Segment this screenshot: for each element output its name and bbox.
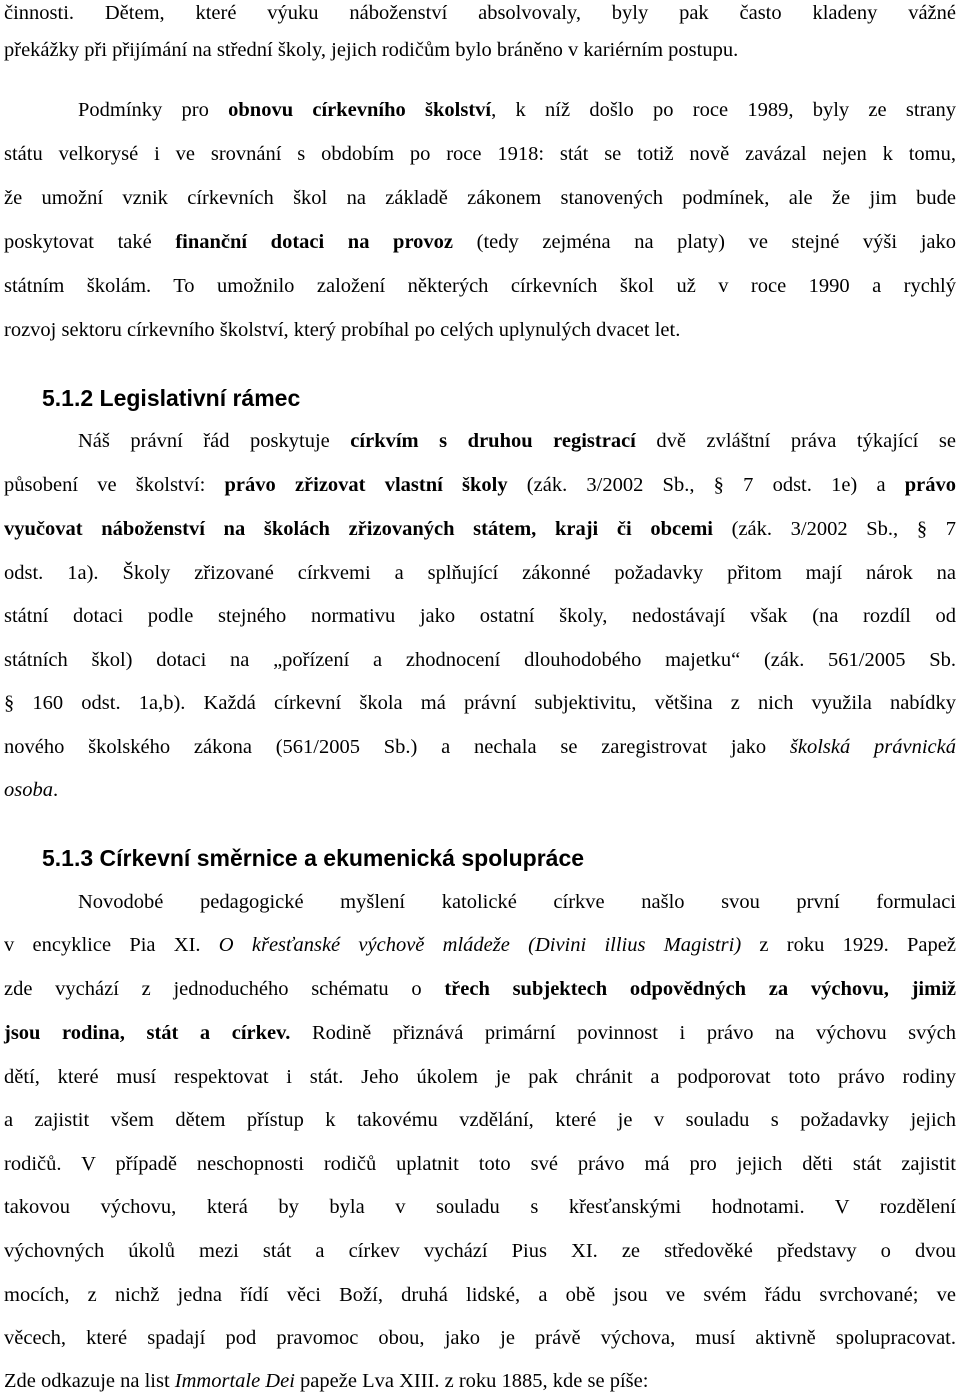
paragraph-line xyxy=(4,1064,956,1090)
text-run: překážky při přijímání na střední školy, jejich rodičům bylo bráněno v kariérním postupu. xyxy=(4,39,739,61)
text-run: Náš právní řád poskytuje xyxy=(78,430,351,452)
text-run: a zajistit všem dětem přístup k takovému vzdělání, které je v souladu s požadavky jejich xyxy=(4,1109,956,1131)
text-run: činnosti. Dětem, které výuku náboženství absolvovaly, byly pak často kladeny vážné xyxy=(4,2,956,24)
text-run: § 160 odst. 1a,b). Každá církevní škola má právní subjektivitu, většina z nich využila nabídky xyxy=(4,692,956,714)
section-heading: 5.1.2 Legislativní rámec xyxy=(42,385,301,411)
paragraph-line xyxy=(4,1194,956,1220)
text-run: takovou výchovu, která by byla v souladu s křesťanskými hodnotami. V rozdělení xyxy=(4,1196,956,1218)
text-run: školská právnická xyxy=(789,736,956,758)
paragraph-line xyxy=(4,932,956,958)
paragraph-line xyxy=(4,1282,956,1308)
paragraph-line xyxy=(4,647,956,673)
text-run: státní dotaci podle stejného normativu jako ostatní školy, nedostávají však (na rozdíl od xyxy=(4,605,956,627)
text-run: poskytovat také xyxy=(4,231,176,253)
text-run: státním školám. To umožnilo založení některých církevních škol už v roce 1990 a rychlý xyxy=(4,275,956,297)
text-run: třech subjektech odpovědných za výchovu, jimiž xyxy=(444,978,956,1000)
paragraph-line xyxy=(78,97,956,123)
text-run: rozvoj sektoru církevního školství, který probíhal po celých uplynulých dvacet let. xyxy=(4,319,681,341)
paragraph-line xyxy=(4,1020,956,1046)
text-run: právo xyxy=(904,474,957,496)
text-run: Novodobé pedagogické myšlení katolické církve našlo svou první formulaci xyxy=(78,891,956,913)
paragraph-line xyxy=(4,777,956,803)
text-run: státu velkorysé i ve srovnání s obdobím po roce 1918: stát se totiž nově zavázal nejen k tomu, xyxy=(4,143,956,165)
paragraph-line xyxy=(78,889,956,915)
text-run: jsou rodina, stát a církev. xyxy=(4,1022,291,1044)
text-run: že umožní vznik církevních škol na základě zákonem stanovených podmínek, ale že jim bude xyxy=(4,187,956,209)
paragraph-line xyxy=(4,516,956,542)
text-run: . xyxy=(52,779,59,801)
text-run: rodičů. V případě neschopnosti rodičů uplatnit toto své právo má pro jejich děti stát zajistit xyxy=(4,1153,956,1175)
text-run: Rodině přiznává primární povinnost i právo na výchovu svých xyxy=(290,1022,957,1044)
text-run: církvím s druhou registrací xyxy=(350,430,636,452)
paragraph-line xyxy=(4,317,956,343)
paragraph-line xyxy=(4,37,956,63)
paragraph-line xyxy=(4,690,956,716)
paragraph-line xyxy=(4,976,956,1002)
text-run: z roku 1929. Papež xyxy=(741,934,956,956)
text-run: (zák. 3/2002 Sb., § 7 odst. 1e) a xyxy=(507,474,905,496)
paragraph-line xyxy=(4,185,956,211)
text-run: dvě zvláštní práva týkající se xyxy=(635,430,956,452)
text-run: v encyklice Pia XI. xyxy=(4,934,219,956)
paragraph-line xyxy=(4,603,956,629)
paragraph-line xyxy=(4,560,956,586)
paragraph-line xyxy=(4,1151,956,1177)
paragraph-line xyxy=(4,1368,956,1394)
text-run: vyučovat náboženství na školách zřizovaných státem, kraji či obcemi xyxy=(4,518,713,540)
text-run: mocích, z nichž jedna řídí věci Boží, druhá lidské, a obě jsou ve svém řádu svrchované; ve xyxy=(4,1284,956,1306)
text-run: právo zřizovat vlastní školy xyxy=(224,474,508,496)
text-run: Podmínky pro xyxy=(78,99,229,121)
text-run: státních škol) dotaci na „pořízení a zhodnocení dlouhodobého majetku“ (zák. 561/2005 Sb. xyxy=(4,649,956,671)
paragraph-line xyxy=(4,229,956,255)
text-run: Immortale Dei xyxy=(174,1370,295,1392)
section-heading: 5.1.3 Církevní směrnice a ekumenická spolupráce xyxy=(42,845,585,871)
paragraph-line xyxy=(4,0,956,26)
paragraph-line xyxy=(4,1325,956,1351)
text-run: finanční dotaci na provoz xyxy=(175,231,454,253)
text-run: zde vychází z jednoduchého schématu o xyxy=(4,978,445,1000)
text-run: , k níž došlo po roce 1989, byly ze strany xyxy=(491,99,956,121)
text-run: O křesťanské výchově mládeže (Divini illius Magistri) xyxy=(218,934,742,956)
text-run: (tedy zejména na platy) ve stejné výši jako xyxy=(453,231,956,253)
text-run: Zde odkazuje na list xyxy=(4,1370,175,1392)
text-run: (zák. 3/2002 Sb., § 7 xyxy=(712,518,956,540)
paragraph-line xyxy=(4,1238,956,1264)
text-run: nového školského zákona (561/2005 Sb.) a nechala se zaregistrovat jako xyxy=(4,736,790,758)
text-run: papeže Lva XIII. z roku 1885, kde se píše: xyxy=(294,1370,649,1392)
paragraph-line xyxy=(4,1107,956,1133)
paragraph-line xyxy=(4,734,956,760)
text-run: obnovu církevního školství xyxy=(228,99,492,121)
text-run: osoba xyxy=(4,779,53,801)
text-run: odst. 1a). Školy zřizované církvemi a splňující zákonné požadavky přitom mají nárok na xyxy=(4,562,956,584)
paragraph-line xyxy=(4,472,956,498)
paragraph-line xyxy=(4,141,956,167)
paragraph-line xyxy=(78,428,956,454)
text-run: dětí, které musí respektovat i stát. Jeho úkolem je pak chránit a podporovat toto právo rodiny xyxy=(4,1066,956,1088)
text-run: výchovných úkolů mezi stát a církev vychází Pius XI. ze středověké představy o dvou xyxy=(4,1240,956,1262)
text-run: působení ve školství: xyxy=(4,474,225,496)
paragraph-line xyxy=(4,273,956,299)
text-run: věcech, které spadají pod pravomoc obou, jako je právě výchova, musí aktivně spolupracovat. xyxy=(4,1327,956,1349)
